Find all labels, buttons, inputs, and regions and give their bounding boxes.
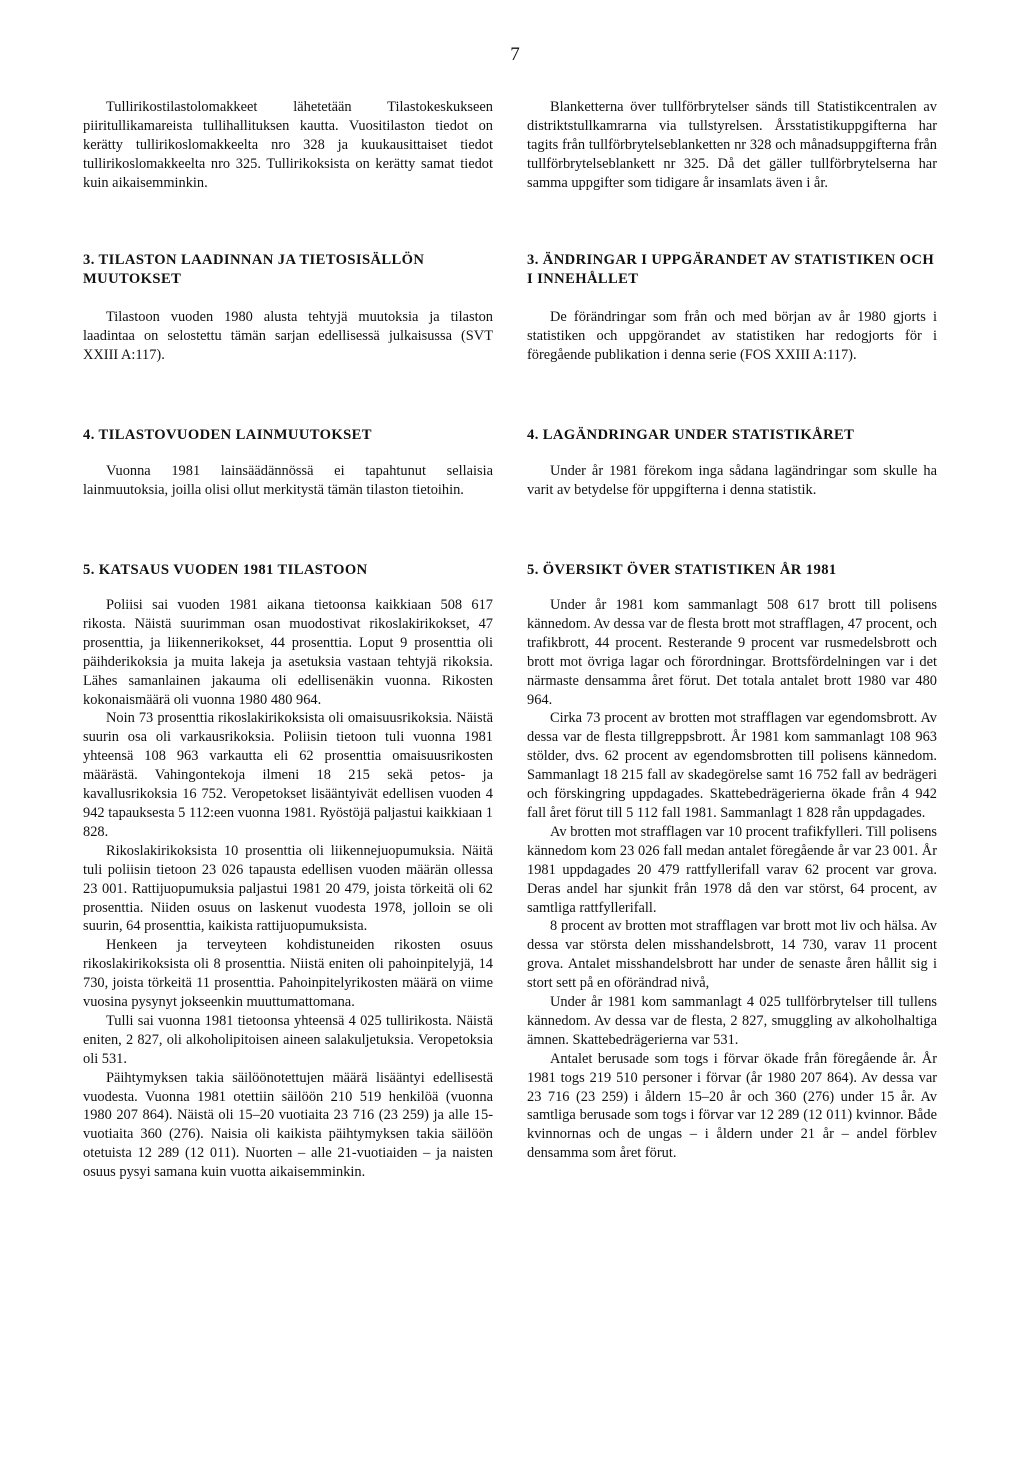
- finnish-section4-text: Vuonna 1981 lainsäädännössä ei tapahtunut sellaisia lainmuutoksia, joilla olisi ollut merkitystä tämän tilaston tietoihin.: [83, 463, 493, 498]
- swedish-section3: [527, 251, 937, 365]
- finnish-intro-block: [83, 98, 493, 193]
- swedish-section5-paragraph: Under år 1981 kom sammanlagt 508 617 brott till polisens kännedom. Av dessa var de flesta brott mot strafflagen, 47 procent, och trafikbrott, 44 procent. Resterande 9 procent var rusmedelsbrott och brott mot övriga lagar och förordningar. Brottsfördelningen var i det närmaste densamma året förut. Det totala antalet brott 1980 var 480 964.: [527, 597, 937, 708]
- finnish-section3: [83, 251, 493, 365]
- finnish-intro-text: Tullirikostilastolomakkeet lähetetään Tilastokeskukseen piiritullikamareista tullihallituksen kautta. Vuositilaston tiedot on kerätty tullirikoslomakkeelta nro 328 ja kuukausittaiset tiedot tullirikoslomakkeelta nro 325. Tullirikoksista on kerätty samat tiedot kuin aikaisemminkin.: [83, 99, 493, 191]
- swedish-section4-heading: 4. LAGÄNDRINGAR UNDER STATISTIKÅRET: [527, 427, 855, 443]
- swedish-section4: [527, 426, 937, 500]
- finnish-section5-paragraph: Rikoslakirikoksista 10 prosenttia oli liikennejuopumuksia. Näitä tuli poliisin tietoon 23 026 tapausta edellisen vuoden määrän ollessa 23 001. Rattijuopumuksia paljastui 1981 20 479, joista törkeitä oli 62 prosenttia. Niiden osuus on laskenut vuodesta 1978, jolloin se oli suurin, 64 prosenttia, kaikista rattijuopumuksista.: [83, 842, 493, 935]
- finnish-section5-paragraph: Henkeen ja terveyteen kohdistuneiden rikosten osuus rikoslakirikoksista oli 8 prosenttia. Niistä eniten oli pahoinpitelyjä, 14 730, joista törkeitä 11 prosenttia. Pahoinpitelyrikosten määrä on viime vuosina pysynyt jokseenkin muuttumattomana.: [83, 937, 493, 1011]
- swedish-section5-heading: 5. ÖVERSIKT ÖVER STATISTIKEN ÅR 1981: [527, 562, 837, 578]
- swedish-section5-paragraph: Cirka 73 procent av brotten mot strafflagen var egendomsbrott. Av dessa var de flesta tillgreppsbrott. År 1981 kom sammanlagt 108 963 stölder, dvs. 62 procent av egendomsbrotten till polisens kännedom. Sammanlagt 18 215 fall av skadegörelse samt 16 752 fall av bedrägeri och förskingring uppdagades. Skattebedrägerierna ökade från 4 942 fall året förut till 5 112 fall 1981. Sammanlagt 1 828 rån uppdagades.: [527, 710, 937, 821]
- swedish-section5: [527, 561, 937, 1163]
- page-number: 7: [510, 44, 520, 65]
- swedish-section5-paragraph: Antalet berusade som togs i förvar ökade från föregående år. År 1981 togs 219 510 personer i förvar (år 1980 207 864). Av dessa var 23 716 (23 259) i åldern 15–20 år och 360 (276) under 15 år. Av samtliga berusade som togs i förvar var 12 289 (12 011) kvinnor. Både kvinnornas och de ungas – i åldern under 21 år – andel förblev densamma som året förut.: [527, 1050, 937, 1162]
- finnish-section4: [83, 426, 493, 500]
- swedish-section3-text: De förändringar som från och med början av år 1980 gjorts i statistiken och uppgörandet av statistiken har redogjorts för i föregående publikation i denna serie (FOS XXIII A:117).: [527, 309, 937, 363]
- finnish-section5-body: [83, 596, 493, 1182]
- swedish-section5-paragraph: Av brotten mot strafflagen var 10 procent trafikfylleri. Till polisens kännedom kom 23 026 fall medan antalet föregående år var 23 001. År 1981 uppdagades 20 479 rattfyllerifall varav 62 procent var grova. Deras andel har sjunkit från 1978 då den var störst, 64 procent, av samtliga rattfyllerifall.: [527, 823, 937, 916]
- finnish-section3-text: Tilastoon vuoden 1980 alusta tehtyjä muutoksia ja tilaston laadintaa on selostettu tämän sarjan edellisessä julkaisussa (SVT XXIII A:117).: [83, 309, 493, 363]
- swedish-intro-block: [527, 98, 937, 193]
- finnish-section5-paragraph: Päihtymyksen takia säilöönotettujen määrä lisääntyi edellisestä vuodesta. Vuonna 1981 otettiin säilöön 210 519 henkilöä (vuonna 1980 207 864). Näistä oli 15–20 vuotiaita 23 716 (23 259) ja alle 15-vuotiaita 360 (276). Naisia oli kaikista päihtymyksen takia säilöön otetuista 12 289 (12 011). Nuorten – alle 21-vuotiaiden – ja naisten osuus pysyi samana kuin vuotta aikaisemminkin.: [83, 1069, 493, 1181]
- finnish-section5: [83, 561, 493, 1182]
- finnish-section4-heading: 4. TILASTOVUODEN LAINMUUTOKSET: [83, 427, 372, 443]
- finnish-section5-paragraph: Poliisi sai vuoden 1981 aikana tietoonsa kaikkiaan 508 617 rikosta. Näistä suurimman osan muodostivat rikoslakirikokset, 47 prosenttia, ja liikennerikokset, 44 prosenttia. Loput 9 prosenttia oli päihderikoksia ja muita lakeja ja asetuksia vastaan tehtyjä rikoksia. Lähes samanlainen jakauma oli edellisenäkin vuonna. Rikosten kokonaismäärä oli vuonna 1980 480 964.: [83, 597, 493, 708]
- swedish-intro-text: Blanketterna över tullförbrytelser sänds till Statistikcentralen av distriktstullkamrarna via tullstyrelsen. Årsstatistikuppgifterna har tagits från tullförbrytelseblanketten nr 328 och månadsuppgifterna från tullförbrytelseblankett nr 325. Då det gäller tullförbrytelserna har samma uppgifter som tidigare år insamlats även i år.: [527, 99, 937, 191]
- finnish-section5-paragraph: Noin 73 prosenttia rikoslakirikoksista oli omaisuusrikoksia. Näistä suurin osa oli varkausrikoksia. Poliisin tietoon tuli vuonna 1981 yhteensä 108 963 varkautta eli 62 prosenttia omaisuusrikosten määrästä. Vahingontekoja ilmeni 18 215 sekä petos- ja kavallusrikoksia 16 752. Veropetokset lisääntyivät edellisen vuoden 4 942 tapauksesta 5 112:een vuonna 1981. Ryöstöjä paljastui kaikkiaan 1 828.: [83, 710, 493, 840]
- swedish-section4-text: Under år 1981 förekom inga sådana lagändringar som skulle ha varit av betydelse för uppgifterna i denna statistik.: [527, 463, 937, 498]
- swedish-section5-paragraph: 8 procent av brotten mot strafflagen var brott mot liv och hälsa. Av dessa var största delen misshandelsbrott, 14 730, varav 11 procent grova. Antalet misshandelsbrott har under de senaste åren hållit sig i stort sett på en oförändrad nivå,: [527, 918, 937, 992]
- swedish-section3-heading: 3. ÄNDRINGAR I UPPGÄRANDET AV STATISTIKEN OCH I INNEHÅLLET: [527, 252, 935, 287]
- finnish-section5-heading: 5. KATSAUS VUODEN 1981 TILASTOON: [83, 562, 368, 578]
- swedish-section5-paragraph: Under år 1981 kom sammanlagt 4 025 tullförbrytelser till tullens kännedom. Av dessa var de flesta, 2 827, smuggling av alkoholhaltiga ämnen. Skattebedrägerierna var 531.: [527, 994, 937, 1048]
- finnish-section3-heading: 3. TILASTON LAADINNAN JA TIETOSISÄLLÖN MUUTOKSET: [83, 252, 425, 287]
- finnish-section5-paragraph: Tulli sai vuonna 1981 tietoonsa yhteensä 4 025 tullirikosta. Näistä eniten, 2 827, oli alkoholipitoisen aineen salakuljetuksia. Veropetoksia oli 531.: [83, 1012, 493, 1067]
- swedish-section5-body: [527, 596, 937, 1163]
